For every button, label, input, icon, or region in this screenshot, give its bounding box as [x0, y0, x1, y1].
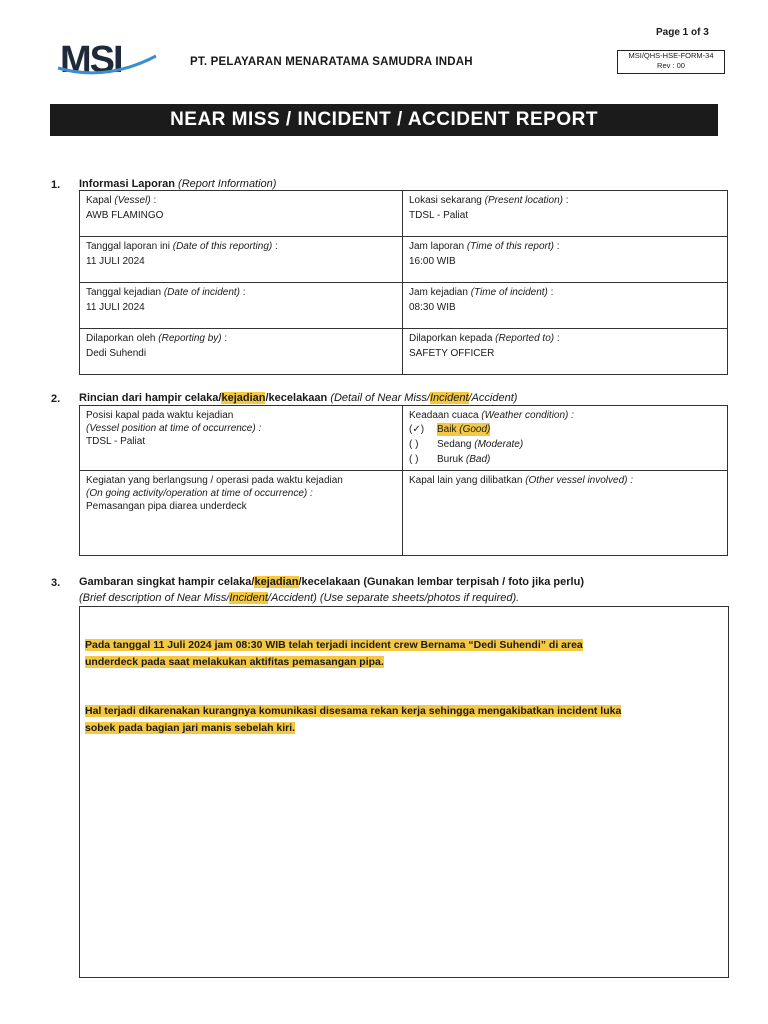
section3-number: 3.: [51, 577, 61, 589]
activity-label-en: (On going activity/operation at time of occurrence) :: [86, 488, 313, 499]
section3-title: Gambaran singkat hampir celaka/kejadian/kecelakaan (Gunakan lembar terpisah / foto jika perlu): [79, 576, 584, 588]
report-title: NEAR MISS / INCIDENT / ACCIDENT REPORT: [50, 104, 718, 136]
reporting-by-cell: Dilaporkan oleh (Reporting by) : Dedi Suhendi: [80, 329, 403, 375]
logo-text: MSI: [60, 39, 122, 80]
incident-time-value: 08:30 WIB: [409, 302, 456, 313]
company-logo: [56, 38, 160, 80]
present-location-value: TDSL - Paliat: [409, 210, 469, 221]
vessel-cell: Kapal (Vessel) : AWB FLAMINGO: [80, 191, 403, 237]
weather-option-bad[interactable]: ( ) Buruk (Bad): [409, 454, 491, 465]
report-date-value: 11 JULI 2024: [86, 256, 145, 267]
weather-option-good[interactable]: (✓) Baik (Good): [409, 424, 491, 435]
company-name: PT. PELAYARAN MENARATAMA SAMUDRA INDAH: [190, 56, 473, 68]
page-number: Page 1 of 3: [656, 27, 709, 38]
section2-title: Rincian dari hampir celaka/kejadian/kecelakaan (Detail of Near Miss/Incident/Accident): [79, 392, 518, 404]
activity-label: Kegiatan yang berlangsung / operasi pada waktu kejadian: [86, 475, 343, 486]
vessel-position-cell: [80, 406, 403, 471]
incident-date-cell: Tanggal kejadian (Date of incident) : 11 JULI 2024: [80, 283, 403, 329]
reported-to-value: SAFETY OFFICER: [409, 348, 495, 359]
weather-check-bad: ( ): [409, 454, 419, 465]
reporting-by-value: Dedi Suhendi: [86, 348, 147, 359]
vessel-position-label: Posisi kapal pada waktu kejadian: [86, 410, 234, 421]
report-time-cell: Jam laporan (Time of this report) : 16:00 WIB: [403, 237, 728, 283]
description-paragraph-1: Pada tanggal 11 Juli 2024 jam 08:30 WIB telah terjadi incident crew Bernama “Dedi Suhendi” di area underdeck pada saat melakukan aktifitas pemasangan pipa.: [85, 639, 583, 668]
incident-detail-table: [79, 405, 728, 556]
weather-check-moderate: ( ): [409, 439, 419, 450]
section2-number: 2.: [51, 393, 61, 405]
section1-title: [79, 178, 276, 190]
vessel-position-label-en: (Vessel position at time of occurrence) :: [86, 423, 262, 434]
vessel-value: AWB FLAMINGO: [86, 210, 164, 221]
section3-subtitle: (Brief description of Near Miss/Incident/Accident) (Use separate sheets/photos if required).: [79, 592, 520, 604]
activity-cell: [80, 471, 403, 556]
report-info-table: [79, 190, 728, 375]
reported-to-cell: Dilaporkan kepada (Reported to) : SAFETY OFFICER: [403, 329, 728, 375]
report-time-value: 16:00 WIB: [409, 256, 456, 267]
form-revision: Rev : 00: [657, 61, 685, 70]
form-code-box: [617, 50, 725, 74]
incident-date-value: 11 JULI 2024: [86, 302, 145, 313]
section1-number: 1.: [51, 179, 61, 191]
vessel-position-value: TDSL - Paliat: [86, 436, 146, 447]
description-paragraph-2: Hal terjadi dikarenakan kurangnya komunikasi disesama rekan kerja sehingga mengakibatkan incident luka sobek pada bagian jari manis sebelah kiri.: [85, 705, 622, 734]
activity-value: Pemasangan pipa diarea underdeck: [86, 501, 247, 512]
incident-time-cell: Jam kejadian (Time of incident) : 08:30 WIB: [403, 283, 728, 329]
weather-option-moderate[interactable]: ( ) Sedang (Moderate): [409, 439, 524, 450]
present-location-cell: Lokasi sekarang (Present location) : TDSL - Paliat: [403, 191, 728, 237]
report-date-cell: Tanggal laporan ini (Date of this reporting) : 11 JULI 2024: [80, 237, 403, 283]
form-code: MSI/QHS-HSE-FORM-34: [628, 51, 714, 60]
weather-check-good: (✓): [409, 424, 425, 435]
other-vessel-cell: Kapal lain yang dilibatkan (Other vessel involved) :: [403, 471, 728, 556]
section1-title-id: Informasi Laporan: [79, 178, 175, 190]
weather-cell: Keadaan cuaca (Weather condition) : (✓) Baik (Good) ( ) Sedang (Moderate) ( ) Buruk (Bad): [403, 406, 728, 471]
section1-title-en: (Report Information): [178, 178, 277, 190]
